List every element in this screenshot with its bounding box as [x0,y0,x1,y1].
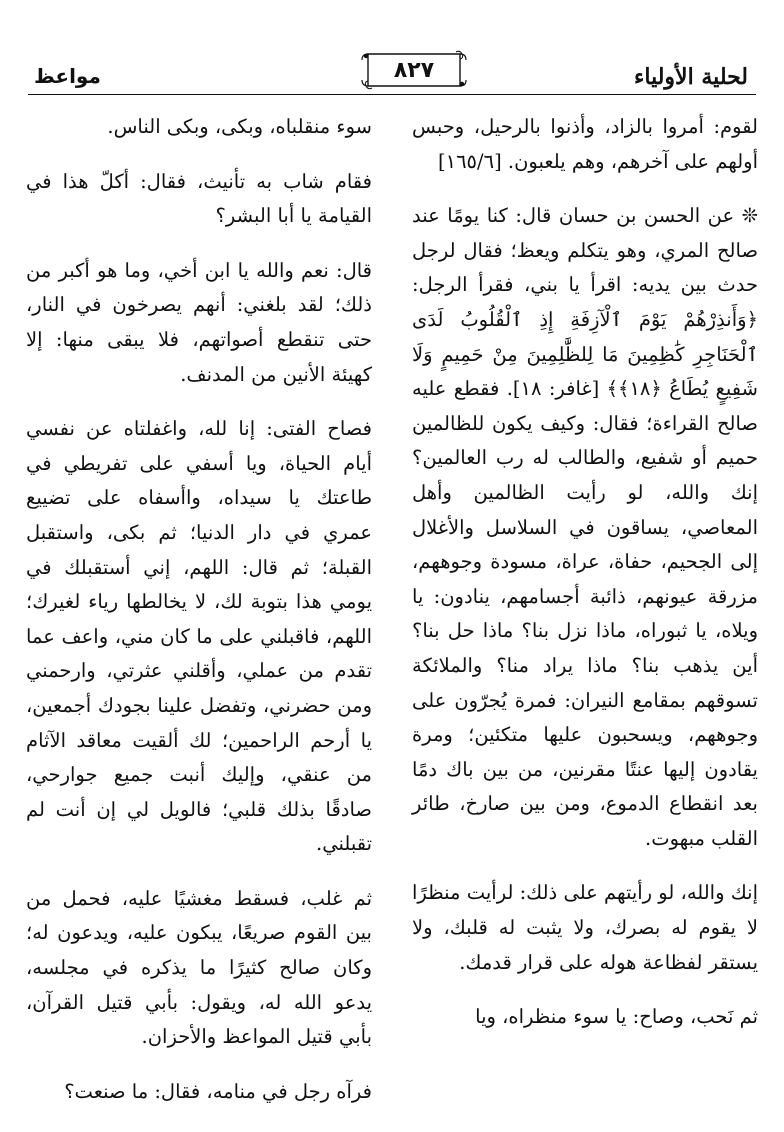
paragraph: ثم نَحب، وصاح: يا سوء منظراه، ويا [475,1005,758,1029]
right-column [412,110,758,1035]
section-title: مواعظ [34,64,101,88]
header-divider [28,94,756,95]
paragraph: ❊ عن الحسن بن حسان قال: كنا يومًا عند صالح المري، وهو يتكلم ويعظ؛ فقال لرجل حدث بين يديه: اقرأ يا بني، فقرأ الرجل: ﴿وَأَنذِرْهُمْ يَوْمَ ٱلْآزِفَةِ إِذِ ٱلْقُلُوبُ لَدَى ٱلْحَنَاجِرِ كَٰظِمِينَ مَا لِلظَّٰلِمِينَ مِنْ حَمِيمٍ وَلَا شَفِيعٍ يُطَاعُ ﴿١٨﴾﴾ [غافر: ١٨]. فقطع عليه صالح القراءة؛ فقال: وكيف يكون للظالمين حميم أو شفيع، والطالب له رب العالمين؟ إنك والله، لو رأيت الظالمين وأهل المعاصي، يساقون في السلاسل والأغلال إلى الجحيم، حفاة، عراة، مسودة وجوههم، مزرقة عيونهم، ذائبة أجسامهم، ينادون: يا ويلاه، يا ثبوراه، ماذا نزل بنا؟ ماذا حل بنا؟ أين يذهب بنا؟ ماذا يراد منا؟ والملائكة تسوقهم بمقامع النيران: فمرة يُجرّون على وجوههم، ويسحبون عليها متكئين؛ ومرة يقادون إليها عنتًا مقرنين، من بين باك دمًا بعد انقطاع الدموع، ومن بين صارخ، طائر القلب مبهوت. [412,204,758,850]
book-title: لحلية الأولياء [634,64,748,90]
paragraph: فصاح الفتى: إنا لله، واغفلتاه عن نفسي أيام الحياة، ويا أسفي على تفريطي في طاعتك يا سيداه، واأسفاه على تضييع عمري في دار الدنيا؛ ثم بكى، واستقبل القبلة؛ ثم قال: اللهم، إني أستقبلك في يومي هذا بتوبة لك، لا يخالطها رياء لغيرك؛ اللهم، فاقبلني على ما كان مني، واعف عما تقدم من عملي، وأقلني عثرتي، وارحمني ومن حضرني، وتفضل علينا بجودك أجمعين، يا أرحم الراحمين؛ لك ألقيت معاقد الآثام من عنقي، وإليك أنبت جميع جوارحي، صادقًا بذلك قلبي؛ فالويل لي إن أنت لم تقبلني. [26,417,372,856]
paragraph: ثم غلب، فسقط مغشيًا عليه، فحمل من بين القوم صريعًا، يبكون عليه، ويدعون له؛ وكان صالح كثيرًا ما يذكره في مجلسه، يدعو الله له، ويقول: بأبي قتيل القرآن، بأبي قتيل المواعظ والأحزان. [26,886,372,1049]
paragraph: فقام شاب به تأنيث، فقال: أكلّ هذا في القيامة يا أبا البشر؟ [26,169,372,228]
page-header [28,44,756,94]
paragraph: قال: نعم والله يا ابن أخي، وما هو أكبر من ذلك؛ لقد بلغني: أنهم يصرخون في النار، حتى تنقطع أصواتهم، فلا يبقى منها: إلا كهيئة الأنين من المدنف. [26,258,372,386]
left-column [26,110,372,1109]
paragraph: إنك والله، لو رأيتهم على ذلك: لرأيت منظرًا لا يقوم له بصرك، ولا يثبت له قلبك، ولا يستقر لفظاعة هوله على قرار قدمك. [412,881,758,974]
page-number-frame [358,50,470,90]
page-number: ٨٢٧ [393,58,435,83]
paragraph: فرآه رجل في منامه، فقال: ما صنعت؟ [64,1079,372,1103]
paragraph: لقوم: أمروا بالزاد، وأذنوا بالرحيل، وحبس أولهم على آخرهم، وهم يلعبون. [١٦٥/٦] [412,115,758,173]
paragraph: سوء منقلباه، وبكى، وبكى الناس. [107,115,372,138]
